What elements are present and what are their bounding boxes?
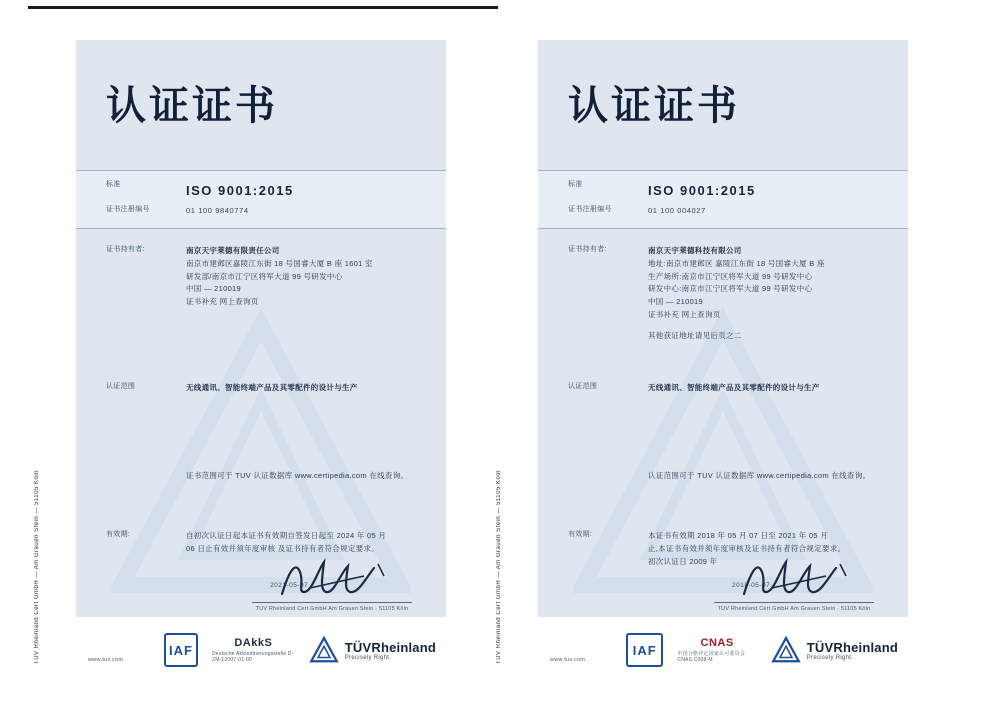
holder-line-4: 中国 — 210019 — [648, 297, 703, 306]
tuv-wordmark — [345, 640, 436, 661]
holder-line-5: 证书补充 网上查询页 — [648, 309, 721, 319]
holder-line-1: 地址:南京市建邺区 嘉陵江东街 18 号国睿大厦 B 座 — [648, 258, 825, 268]
holder-line-3: 研发中心:南京市江宁区将军大道 99 号研发中心 — [648, 284, 813, 294]
iaf-logo-icon: IAF — [626, 633, 663, 667]
accreditation-sub: 中国合格评定国家认可委员会 CNAS C008-M — [677, 650, 746, 663]
scope-value: 无线通讯、智能终端产品及其零配件的设计与生产 — [186, 383, 358, 392]
tuv-name: TÜVRheinland — [806, 639, 898, 655]
scope-value: 无线通讯、智能终端产品及其零配件的设计与生产 — [648, 383, 820, 392]
title-divider — [538, 170, 908, 171]
validity-line-0: 本证书有效期 2018 年 05 月 07 日至 2021 年 05 月 — [648, 531, 829, 540]
validity-line-1: 06 日止有效并须年度审核 及证书持有者符合规定要求。 — [186, 543, 380, 553]
holder-line-2: 研发部/南京市江宁区将军大道 99 号研发中心 — [186, 271, 343, 281]
scope-label: 认证范围 — [106, 383, 136, 390]
title-divider — [76, 170, 446, 171]
scope-note: 认证范围可于 TUV 认证数据库 www.certipedia.com 在线查询。 — [648, 471, 871, 480]
tuv-triangle-icon — [771, 635, 801, 665]
tuv-triangle-icon — [309, 635, 339, 665]
holder-line-2: 生产场所:南京市江宁区将军大道 99 号研发中心 — [648, 271, 813, 281]
accreditation-name: DAkkS — [234, 636, 273, 649]
scope-note: 证书范围可于 TUV 认证数据库 www.certipedia.com 在线查询。 — [186, 471, 409, 480]
page-top-rule — [28, 6, 498, 9]
holder-line-3: 中国 — 210019 — [186, 284, 241, 294]
validity-label: 有效期: — [106, 531, 131, 538]
iaf-logo-icon: IAF — [164, 633, 198, 667]
footer-url: www.tuv.com — [550, 657, 586, 663]
scope-row — [568, 382, 882, 395]
certificate-footer — [76, 617, 446, 685]
registration-label: 证书注册编号 — [568, 206, 612, 213]
footer-url: www.tuv.com — [88, 657, 124, 663]
certificate-title: 认证证书 — [106, 83, 278, 129]
band-divider — [76, 228, 446, 229]
handwritten-signature-icon — [252, 558, 412, 600]
scope-note-spacer — [568, 470, 638, 483]
accreditation-logo — [212, 637, 295, 663]
registration-row — [106, 205, 420, 218]
signature-caption: TUV Rheinland Cert GmbH Am Grauen Stein · 51105 Köln — [717, 605, 871, 612]
holder-line-0: 南京天宇莱德科技有限公司 — [648, 246, 742, 255]
holder-line-7: 其他获证地址请见后页之二 — [648, 330, 742, 340]
tuv-tagline: Precisely Right. — [806, 654, 854, 661]
standard-row — [106, 180, 420, 202]
holder-line-4: 证书补充 网上查询页 — [186, 297, 259, 306]
issue-date: 2021-05-07 — [270, 582, 309, 589]
certificate-card-right — [538, 40, 908, 685]
accreditation-name: CNAS — [700, 636, 734, 649]
scope-note-row — [106, 470, 420, 483]
certificate-title: 认证证书 — [568, 83, 740, 129]
tuv-name: TÜVRheinland — [344, 639, 436, 655]
holder-label: 证书持有者: — [106, 246, 145, 253]
tuv-logo — [309, 635, 436, 665]
signature-block — [714, 558, 874, 613]
holder-value — [186, 245, 420, 309]
standard-label: 标准 — [568, 181, 583, 188]
validity-row — [106, 530, 420, 556]
scope-row — [106, 382, 420, 395]
holder-line-1: 南京市建邺区嘉陵江东街 18 号国睿大厦 B 座 1601 室 — [186, 258, 373, 268]
scope-note-spacer — [106, 470, 176, 483]
registration-label: 证书注册编号 — [106, 206, 150, 213]
tuv-wordmark — [807, 640, 898, 661]
accreditation-sub: Deutsche Akkreditierungsstelle D-ZM-12007-01-00 — [211, 650, 294, 663]
standard-value: ISO 9001:2015 — [648, 183, 756, 198]
side-note-left: TUV Rheinland Cert GmbH — Am Grauen Stein — 51105 Koln — [34, 470, 40, 664]
handwritten-signature-icon — [714, 558, 874, 600]
tuv-logo — [771, 635, 898, 665]
issue-date: 2018-05-07 — [732, 582, 771, 589]
scope-label: 认证范围 — [568, 383, 598, 390]
holder-line-6 — [648, 322, 882, 330]
side-note-right: TUV Rheinland Cert GmbH — Am Grauen Stein — 51105 Koln — [496, 470, 502, 664]
holder-label: 证书持有者: — [568, 246, 607, 253]
holder-row — [106, 245, 420, 309]
validity-value — [186, 530, 420, 556]
accreditation-logo — [677, 637, 756, 663]
validity-line-1: 止,本证书有效并须年度审核及证书持有者符合规定要求。 — [648, 543, 846, 553]
validity-line-2: 初次认证日 2009 年 — [648, 556, 718, 566]
signature-line — [252, 602, 412, 603]
certificate-card-left — [76, 40, 446, 685]
band-divider — [538, 228, 908, 229]
scope-note-row — [568, 470, 882, 483]
signature-caption: TUV Rheinland Cert GmbH Am Grauen Stein · 51105 Köln — [255, 605, 409, 612]
signature-line — [714, 602, 874, 603]
signature-block — [252, 558, 412, 613]
registration-value: 01 100 004027 — [648, 206, 706, 215]
standard-label: 标准 — [106, 181, 121, 188]
footer-logos — [626, 625, 898, 675]
registration-value: 01 100 9840774 — [186, 206, 249, 215]
validity-label: 有效期: — [568, 531, 593, 538]
holder-value — [648, 245, 882, 342]
footer-logos — [164, 625, 436, 675]
validity-line-0: 自初次认证日起本证书有效期自签发日起至 2024 年 05 月 — [186, 531, 387, 540]
standard-row — [568, 180, 882, 202]
certificate-footer — [538, 617, 908, 685]
tuv-tagline: Precisely Right. — [344, 654, 392, 661]
standard-value: ISO 9001:2015 — [186, 183, 294, 198]
holder-row — [568, 245, 882, 342]
holder-line-0: 南京天宇莱德有限责任公司 — [186, 246, 280, 255]
registration-row — [568, 205, 882, 218]
